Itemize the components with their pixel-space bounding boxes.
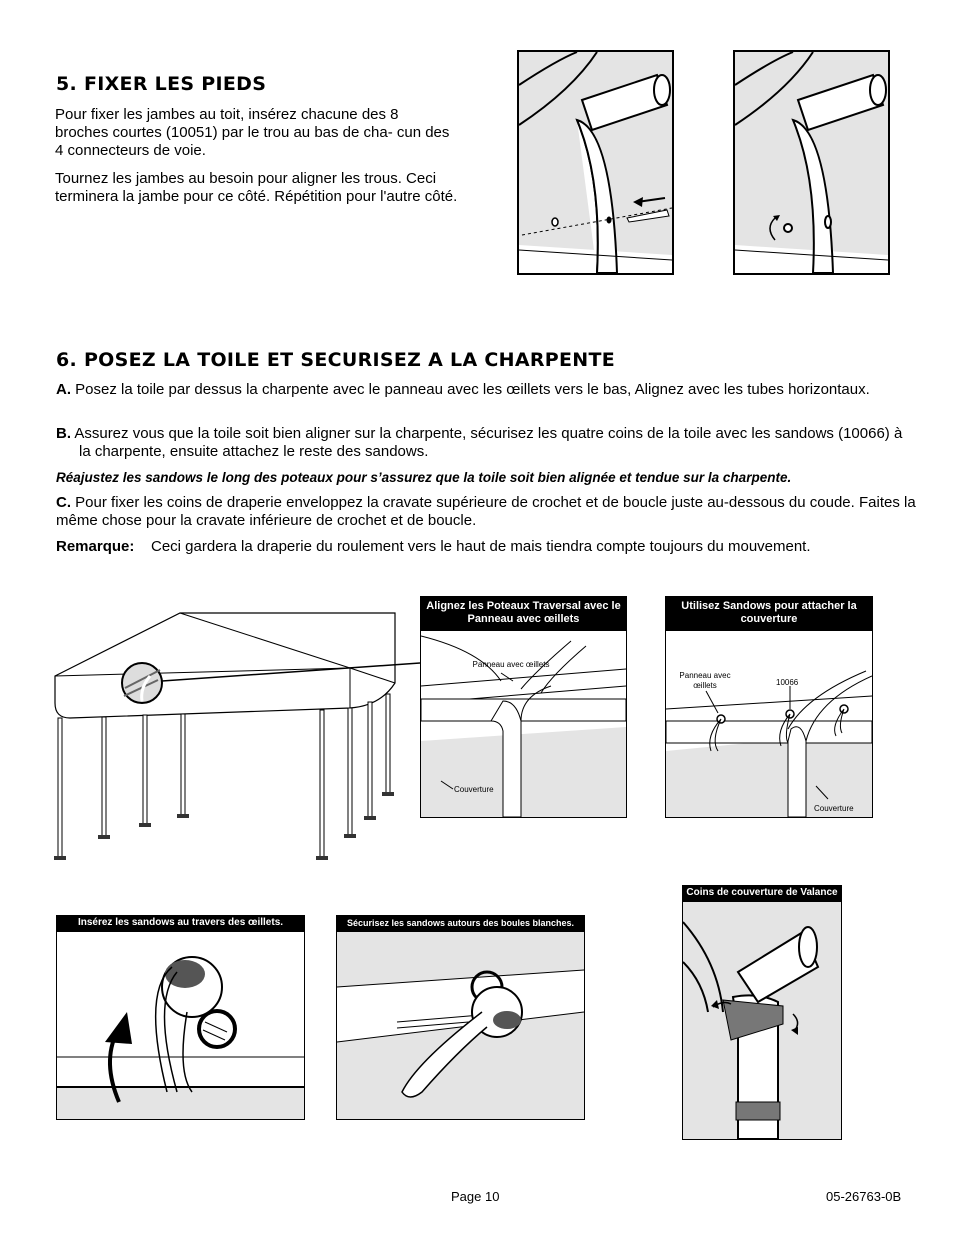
align-figure-title: Alignez les Poteaux Traversal avec le Panneau avec œillets (421, 597, 626, 631)
insert-figure-title: Insérez les sandows au travers des œillets. (57, 916, 304, 932)
sandows-figure (665, 596, 873, 818)
step-b (56, 425, 916, 461)
insert-sandows-figure (56, 915, 305, 1120)
step-b-text: Assurez vous que la toile soit bien aligner sur la charpente, sécurisez les quatre coins de la toile avec les sandows (10066) à la charpente, ensuite attachez le reste des sandows. (74, 425, 903, 460)
align-panel-label: Panneau avec œillets (472, 660, 550, 669)
section-5-title: 5. FIXER LES PIEDS (56, 73, 267, 95)
document-code: 05-26763-0B (826, 1189, 902, 1204)
valance-figure (682, 885, 842, 1140)
sandows-part-label: 10066 (776, 678, 799, 687)
sandows-panel-label: Panneau avec œillets (679, 671, 731, 690)
remark-text: Ceci gardera la draperie du roulement vers le haut de mais tiendra compte toujours du mouvement. (151, 538, 811, 555)
leg-pin-insert-figure (517, 50, 674, 275)
step-c-text: Pour fixer les coins de draperie enveloppez la cravate supérieure de crochet et de boucle juste au-dessous du coude. Faites la même chose pour la cravate inférieure de crochet et de boucle. (56, 494, 916, 529)
secure-sandows-figure (336, 915, 585, 1120)
align-cover-label: Couverture (454, 785, 494, 794)
step-a-text: Posez la toile par dessus la charpente avec le panneau avec les œillets vers le bas, Alignez avec les tubes horizontaux. (75, 381, 870, 398)
valance-figure-title: Coins de couverture de Valance (683, 886, 841, 902)
remark-label: Remarque: (56, 538, 135, 555)
step-a (56, 381, 916, 399)
step-c-label: C. (56, 494, 71, 511)
sandows-cover-label: Couverture (814, 804, 854, 813)
canopy-overview-figure (50, 608, 425, 868)
step-a-label: A. (56, 381, 71, 398)
secure-figure-title: Sécurisez les sandows autours des boules blanches. (337, 916, 584, 932)
section-6-title: 6. POSEZ LA TOILE ET SECURISEZ A LA CHARPENTE (56, 349, 616, 371)
section-5-paragraph-2: Tournez les jambes au besoin pour aligner les trous. Ceci terminera la jambe pour ce côté. Répétition pour l'autre côté. (55, 170, 458, 205)
italic-note: Réajustez les sandows le long des poteaux pour s’assurez que la toile soit bien alignée et tendue sur la charpente. (56, 470, 792, 485)
leg-pin-rotate-figure (733, 50, 890, 275)
sandows-figure-title: Utilisez Sandows pour attacher la couverture (666, 597, 872, 631)
step-c (56, 494, 916, 530)
step-b-label: B. (56, 425, 71, 442)
section-5-paragraph-1: Pour fixer les jambes au toit, insérez chacune des 8 broches courtes (10051) par le trou au bas de cha- cun des 4 connecteurs de voie. (55, 106, 450, 159)
page-number: Page 10 (451, 1189, 500, 1204)
align-figure (420, 596, 627, 818)
